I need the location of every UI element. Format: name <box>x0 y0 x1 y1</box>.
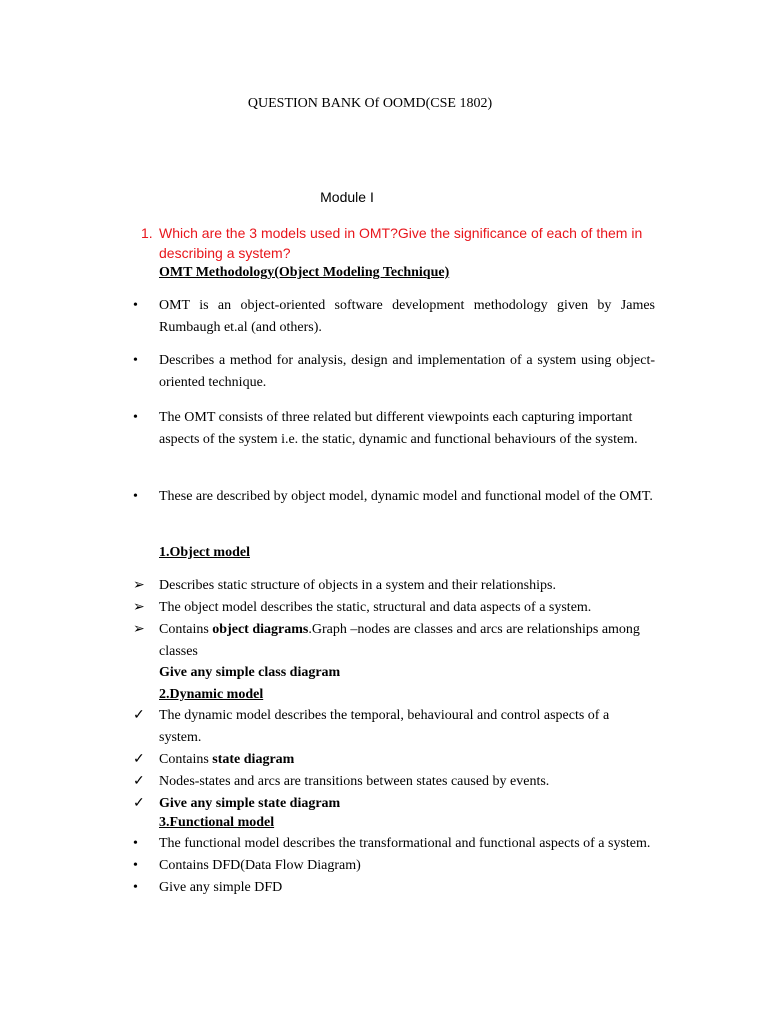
bullet-icon: • <box>133 880 138 895</box>
check-icon: ✓ <box>133 796 145 811</box>
check-icon: ✓ <box>133 752 145 767</box>
state-diagram-task: Give any simple state diagram <box>159 796 341 811</box>
arrow-bullet-icon: ➢ <box>133 622 145 637</box>
list-item-text: Nodes-states and arcs are transitions between states caused by events. <box>159 774 550 789</box>
list-item-text: Give any simple DFD <box>159 880 283 895</box>
bullet-icon: • <box>133 858 138 873</box>
intro-bullet-text: Describes a method for analysis, design and implementation of a system using object-oriented technique. <box>159 353 655 390</box>
class-diagram-task: Give any simple class diagram <box>159 665 341 680</box>
intro-bullet-text: OMT is an object-oriented software development methodology given by James Rumbaugh et.al (and others). <box>159 298 655 335</box>
list-item-text: The functional model describes the transformational and functional aspects of a system. <box>159 836 651 851</box>
arrow-bullet-icon: ➢ <box>133 578 145 593</box>
list-item <box>133 597 655 619</box>
list-item-text: Contains state diagram <box>159 752 295 767</box>
question-number: 1. <box>141 225 153 241</box>
bullet-icon: • <box>133 836 138 851</box>
intro-bullet-text: The OMT consists of three related but different viewpoints each capturing important aspects of the system i.e. the static, dynamic and functional behaviours of the system. <box>159 410 638 447</box>
list-item <box>133 855 655 877</box>
object-model-heading: 1.Object model <box>159 545 250 560</box>
arrow-bullet-icon: ➢ <box>133 600 145 615</box>
bullet-icon: • <box>133 410 138 425</box>
check-icon: ✓ <box>133 774 145 789</box>
functional-model-list <box>133 833 655 899</box>
list-item <box>133 575 655 597</box>
list-item-text: The object model describes the static, structural and data aspects of a system. <box>159 600 592 615</box>
check-icon: ✓ <box>133 708 145 723</box>
intro-bullet-1 <box>133 295 655 339</box>
dynamic-model-list <box>133 705 655 815</box>
intro-bullet-text: These are described by object model, dynamic model and functional model of the OMT. <box>159 489 653 504</box>
bullet-icon: • <box>133 489 138 504</box>
list-item <box>133 705 655 749</box>
omt-heading: OMT Methodology(Object Modeling Technique) <box>159 265 450 280</box>
bullet-icon: • <box>133 298 138 313</box>
question-1 <box>141 223 661 263</box>
intro-bullet-2 <box>133 350 655 394</box>
list-item <box>133 749 655 771</box>
list-item <box>133 771 655 793</box>
object-model-list <box>133 575 655 663</box>
list-item-text: The dynamic model describes the temporal, behavioural and control aspects of a system. <box>159 708 610 745</box>
intro-bullet-3 <box>133 407 655 451</box>
list-item-text: Contains DFD(Data Flow Diagram) <box>159 858 361 873</box>
list-item <box>133 833 655 855</box>
list-item-text: Describes static structure of objects in a system and their relationships. <box>159 578 556 593</box>
functional-model-heading: 3.Functional model <box>159 815 275 830</box>
list-item <box>133 619 655 663</box>
document-title: QUESTION BANK Of OOMD(CSE 1802) <box>247 96 493 111</box>
list-item <box>133 877 655 899</box>
intro-bullet-4 <box>133 486 655 508</box>
question-text: Which are the 3 models used in OMT?Give the significance of each of them in describing a system? <box>159 225 643 261</box>
bullet-icon: • <box>133 353 138 368</box>
list-item-text: Contains object diagrams.Graph –nodes are classes and arcs are relationships among classes <box>159 622 640 659</box>
module-heading: Module I <box>320 189 374 205</box>
dynamic-model-heading: 2.Dynamic model <box>159 687 264 702</box>
